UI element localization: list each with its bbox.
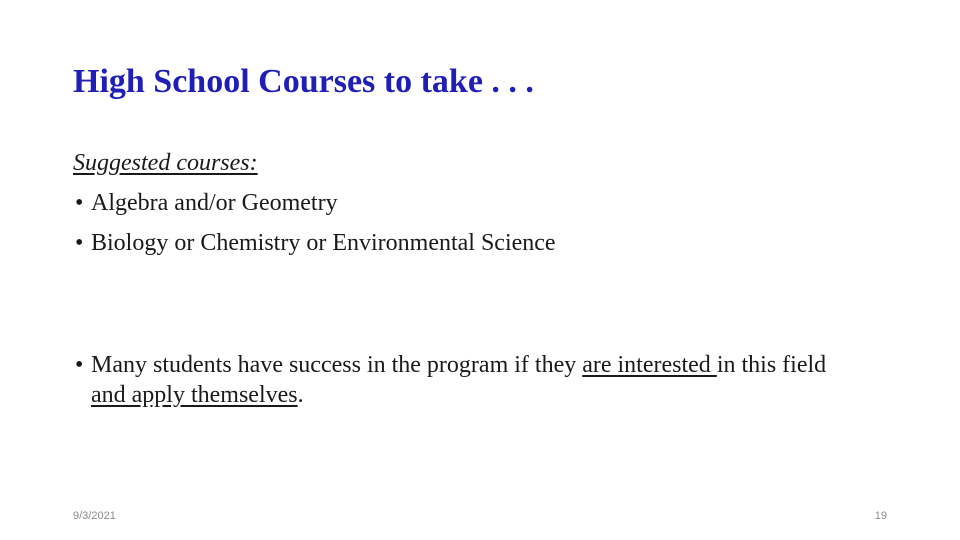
note-list [73,350,863,410]
list-item [73,228,556,268]
bullet-icon: • [75,352,84,378]
list-item [73,188,556,228]
note-text: Many students have success in the program if they [91,352,583,378]
note-text: in this field [716,352,827,378]
bullet-icon: • [75,230,84,256]
list-item [73,350,863,410]
page-number: 19 [874,510,887,522]
slide-title: High School Courses to take . . . [73,63,534,100]
footer-date: 9/3/2021 [73,510,116,522]
subheading: Suggested courses: [73,150,258,176]
course-text: Biology or Chemistry or Environmental Science [91,230,556,256]
note-emphasis-interest: are interested [582,352,717,378]
course-text: Algebra and/or Geometry [91,190,338,216]
bullet-icon: • [75,190,84,216]
course-list [73,188,556,268]
note-text: . [297,382,304,408]
note-emphasis-apply: and apply themselves [91,382,298,408]
